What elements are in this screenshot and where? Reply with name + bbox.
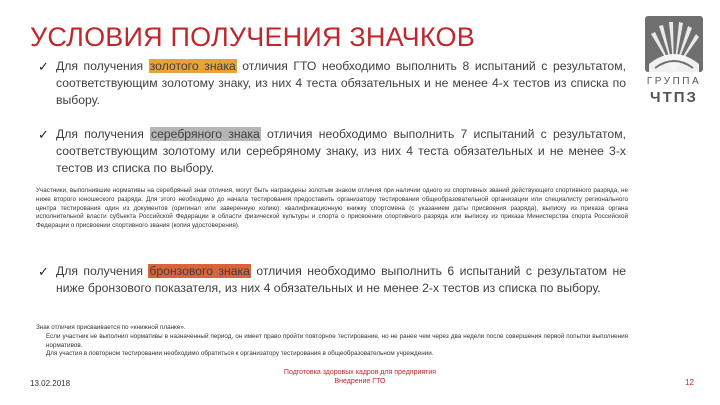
highlight-gold-sign: золотого знака (149, 59, 236, 73)
bullet-text (38, 263, 626, 297)
bullet-silver (38, 126, 626, 177)
bullet-gold (38, 58, 626, 109)
check-icon: ✓ (38, 59, 49, 74)
logo-text-chtpz: ЧТПЗ (650, 89, 698, 106)
bullet-bronze (38, 263, 626, 297)
logo-text-group: ГРУППА (646, 76, 702, 87)
highlight-silver-sign: серебряного знака (151, 127, 260, 141)
bullet-text-after: отличия необходимо выполнить 7 испытаний с результатом, соответствующим золотому или серебряному знаку, из них 4 теста обязательных и не менее 3-х тестов из списка по выбору. (56, 127, 626, 175)
check-icon: ✓ (38, 127, 49, 142)
note-line: Если участник не выполнил нормативы в назначенный период, он имеет право пройти повторное тестирование, но не ранее чем через два недели после совершения первой попытки выполнения нормативов. (46, 332, 628, 349)
footer-date: 13.02.2018 (30, 379, 71, 388)
note-silver-to-gold: Участники, выполнившие нормативы на серебряный знак отличия, могут быть награждены золотым знаком отличия при наличии одного из спортивных званий действующего спортивного разряда, не ниже второго юношеского разряда. Для этого необходимо до начала тестирования предоставить организатору тестирования общеобразовательной организации или специалисту регионального центра тестирования один из документов (оригинал или заверенную копию): квалификационную книжку спортсмена (с указанием даты присвоения разряда), выписку из приказа органа исполнительной власти субъекта Российской Федерации в области физической культуры и спорта о присвоении спортивного разряда или выписку из приказа Министерства спорта Российской Федерации о присвоении спортивного звания (копия удостоверения). (36, 187, 628, 230)
bullet-text (38, 126, 626, 177)
slide-title: УСЛОВИЯ ПОЛУЧЕНИЯ ЗНАЧКОВ (30, 22, 475, 52)
check-icon: ✓ (38, 264, 49, 279)
bullet-text-before: Для получения (56, 127, 151, 141)
highlight-bronze-sign: бронзового знака (149, 264, 250, 278)
bullet-text-before: Для получения (56, 59, 149, 73)
bullet-text-before: Для получения (56, 264, 149, 278)
page-number: 12 (685, 378, 694, 387)
note-line: Знак отличия присваивается по «книжной планке». (36, 324, 186, 331)
bullet-text-after: отличия ГТО необходимо выполнить 8 испытаний с результатом, соответствующим золотому знаку, из них 4 теста обязательных и не менее 4-х тестов из списка по выбору. (56, 59, 626, 107)
bullet-text (38, 58, 626, 109)
note-retest (36, 324, 628, 359)
footer-center-line1: Подготовка здоровых кадров для предприятия (283, 369, 437, 376)
footer-center (240, 368, 480, 386)
note-line: Для участия в повторном тестировании необходимо обратиться к организатору тестирования в общеобразовательном учреждении. (46, 350, 434, 358)
bullet-text-after: отличия необходимо выполнить 6 испытаний с результатом не ниже бронзового показателя, из них 4 обязательных и не менее 2-х тестов из списка по выбору. (56, 264, 626, 295)
footer-center-line2: Внедрение ГТО (334, 378, 386, 385)
